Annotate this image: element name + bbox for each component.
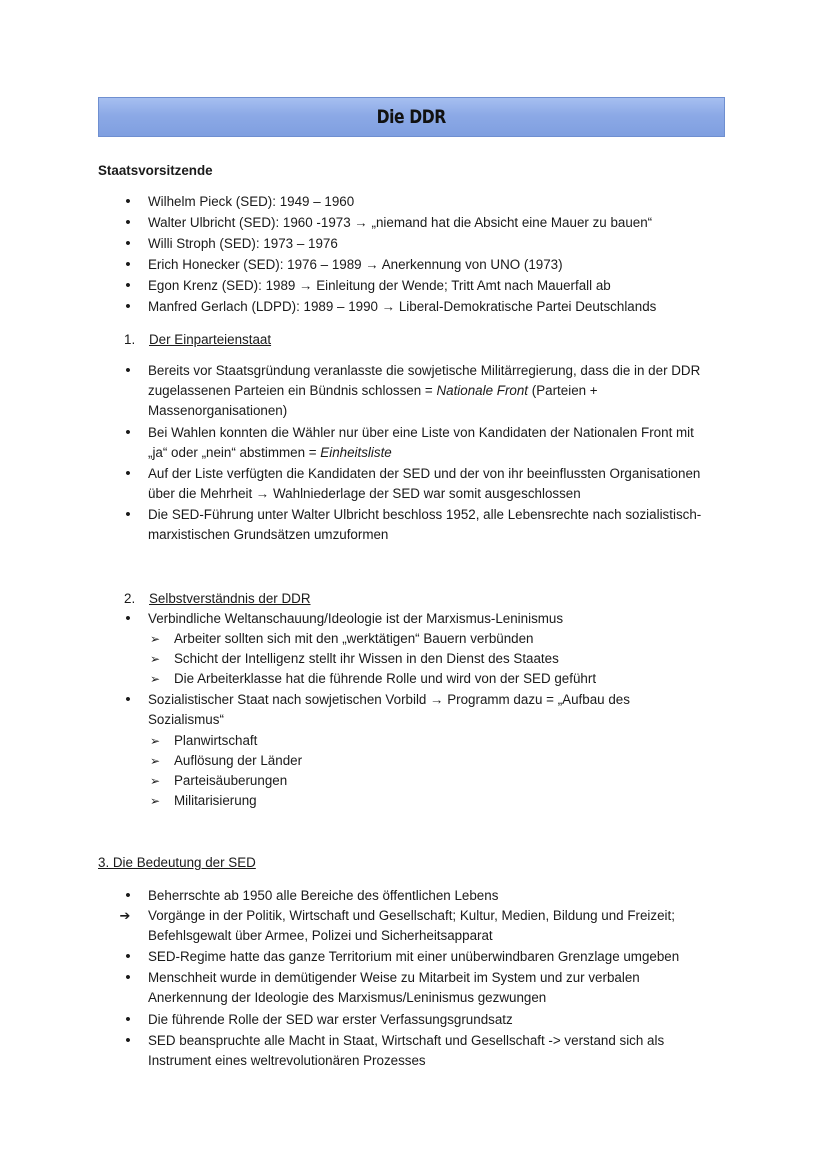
list-item: Erich Honecker (SED): 1976 – 1989 → Anerkennung von UNO (1973) bbox=[148, 257, 563, 272]
italic-term: Einheitsliste bbox=[320, 445, 392, 460]
arrowhead-bullet-icon bbox=[148, 731, 162, 751]
list-item-line: Massenorganisationen) bbox=[148, 403, 288, 418]
bullet-icon bbox=[121, 361, 135, 381]
bullet-icon bbox=[121, 886, 135, 906]
list-item: Walter Ulbricht (SED): 1960 -1973 → „niemand hat die Absicht eine Mauer zu bauen“ bbox=[148, 215, 653, 230]
list-item-line: Sozialistischer Staat nach sowjetischen Vorbild → Programm dazu = „Aufbau des bbox=[148, 692, 630, 707]
arrowhead-bullet-icon bbox=[148, 751, 162, 771]
list-item-line: Auf der Liste verfügten die Kandidaten der SED und der von ihr beeinflussten Organisationen bbox=[148, 466, 701, 481]
section2-title: Selbstverständnis der DDR bbox=[149, 591, 311, 606]
sub-list-item: Arbeiter sollten sich mit den „werktätigen“ Bauern verbünden bbox=[174, 631, 534, 646]
bullet-icon bbox=[121, 1010, 135, 1030]
staatsvorsitzende-heading: Staatsvorsitzende bbox=[98, 163, 213, 178]
arrowhead-bullet-icon bbox=[148, 629, 162, 649]
list-item-line: Die SED-Führung unter Walter Ulbricht beschloss 1952, alle Lebensrechte nach sozialistisch- bbox=[148, 507, 702, 522]
arrow-right-icon bbox=[118, 906, 132, 926]
arrowhead-bullet-icon bbox=[148, 791, 162, 811]
section2-heading bbox=[124, 589, 311, 609]
list-item-line bbox=[148, 381, 598, 401]
bullet-icon bbox=[121, 297, 135, 317]
bullet-icon bbox=[121, 213, 135, 233]
section3-heading: 3. Die Bedeutung der SED bbox=[98, 855, 256, 870]
list-item-line: Vorgänge in der Politik, Wirtschaft und Gesellschaft; Kultur, Medien, Bildung und Freizeit; bbox=[148, 908, 675, 923]
arrowhead-bullet-icon bbox=[148, 669, 162, 689]
section1-heading bbox=[124, 330, 271, 350]
list-item: Willi Stroph (SED): 1973 – 1976 bbox=[148, 236, 338, 251]
sub-list-item: Auflösung der Länder bbox=[174, 753, 303, 768]
bullet-icon bbox=[121, 690, 135, 710]
section1-number: 1. bbox=[124, 332, 136, 347]
sub-list-item: Militarisierung bbox=[174, 793, 257, 808]
list-item-line: Instrument eines weltrevolutionären Prozesses bbox=[148, 1053, 426, 1068]
list-item-line: Anerkennung der Ideologie des Marxismus/Leninismus gezwungen bbox=[148, 990, 547, 1005]
arrowhead-bullet-icon bbox=[148, 771, 162, 791]
bullet-icon bbox=[121, 192, 135, 212]
list-item-line: marxistischen Grundsätzen umzuformen bbox=[148, 527, 389, 542]
bullet-icon bbox=[121, 255, 135, 275]
section1-title: Der Einparteienstaat bbox=[149, 332, 272, 347]
bullet-icon bbox=[121, 609, 135, 629]
bullet-icon bbox=[121, 947, 135, 967]
text-run: zugelassenen Parteien ein Bündnis schlossen = bbox=[148, 383, 437, 398]
list-item-line: Bei Wahlen konnten die Wähler nur über eine Liste von Kandidaten der Nationalen Front mit bbox=[148, 425, 694, 440]
section2-number: 2. bbox=[124, 591, 136, 606]
list-item: Verbindliche Weltanschauung/Ideologie ist der Marxismus-Leninismus bbox=[148, 611, 564, 626]
list-item: Manfred Gerlach (LDPD): 1989 – 1990 → Liberal-Demokratische Partei Deutschlands bbox=[148, 299, 657, 314]
bullet-icon bbox=[121, 464, 135, 484]
bullet-icon bbox=[121, 234, 135, 254]
list-item-line bbox=[148, 443, 392, 463]
sub-list-item: Die Arbeiterklasse hat die führende Rolle und wird von der SED geführt bbox=[174, 671, 597, 686]
list-item: SED-Regime hatte das ganze Territorium mit einer unüberwindbaren Grenzlage umgeben bbox=[148, 949, 680, 964]
list-item-line: Sozialismus“ bbox=[148, 712, 224, 727]
text-run: „ja“ oder „nein“ abstimmen = bbox=[148, 445, 321, 460]
bullet-icon bbox=[121, 276, 135, 296]
list-item-line: SED beanspruchte alle Macht in Staat, Wirtschaft und Gesellschaft -> verstand sich als bbox=[148, 1033, 665, 1048]
sub-list-item: Planwirtschaft bbox=[174, 733, 258, 748]
list-item-line: Bereits vor Staatsgründung veranlasste die sowjetische Militärregierung, dass die in der DDR bbox=[148, 363, 701, 378]
italic-term: Nationale Front bbox=[436, 383, 529, 398]
list-item: Wilhelm Pieck (SED): 1949 – 1960 bbox=[148, 194, 355, 209]
list-item-line: Menschheit wurde in demütigender Weise zu Mitarbeit im System und zur verbalen bbox=[148, 970, 640, 985]
page-title: Die DDR bbox=[376, 106, 447, 128]
sub-list-item: Parteisäuberungen bbox=[174, 773, 288, 788]
bullet-icon bbox=[121, 968, 135, 988]
bullet-icon bbox=[121, 423, 135, 443]
sub-list-item: Schicht der Intelligenz stellt ihr Wissen in den Dienst des Staates bbox=[174, 651, 559, 666]
bullet-icon bbox=[121, 505, 135, 525]
list-item: Die führende Rolle der SED war erster Verfassungsgrundsatz bbox=[148, 1012, 513, 1027]
arrowhead-bullet-icon bbox=[148, 649, 162, 669]
list-item: Egon Krenz (SED): 1989 → Einleitung der Wende; Tritt Amt nach Mauerfall ab bbox=[148, 278, 611, 293]
list-item: Beherrschte ab 1950 alle Bereiche des öffentlichen Lebens bbox=[148, 888, 499, 903]
list-item-line: über die Mehrheit → Wahlniederlage der SED war somit ausgeschlossen bbox=[148, 486, 581, 501]
list-item-line: Befehlsgewalt über Armee, Polizei und Sicherheitsapparat bbox=[148, 928, 493, 943]
text-run: (Parteien + bbox=[528, 383, 598, 398]
bullet-icon bbox=[121, 1031, 135, 1051]
title-banner bbox=[98, 97, 725, 137]
